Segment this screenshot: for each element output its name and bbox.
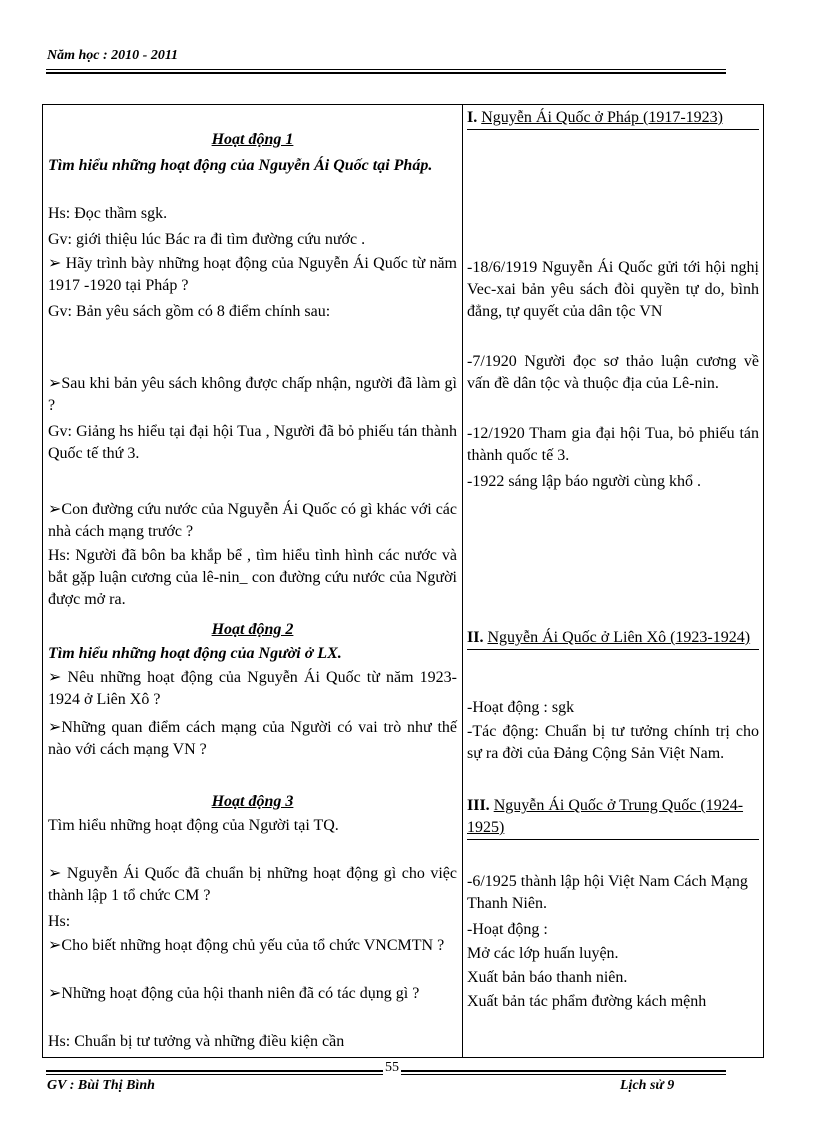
section-2-heading	[467, 627, 759, 650]
school-year: Năm học : 2010 - 2011	[47, 48, 179, 63]
section-number: III.	[467, 797, 490, 814]
left-line: Tìm hiểu những hoạt động của Người tại TQ.	[48, 817, 339, 834]
section-3-heading	[467, 795, 759, 840]
question: ➢Sau khi bản yêu sách không được chấp nhận, người đã làm gì ?	[48, 375, 457, 414]
left-line: Hs: Chuẩn bị tư tưởng và những điều kiện cần	[48, 1033, 345, 1050]
section-title: Nguyễn Ái Quốc ở Pháp (1917-1923)	[481, 109, 723, 126]
column-divider	[462, 105, 463, 1057]
question: ➢Cho biết những hoạt động chủ yếu của tổ chức VNCMTN ?	[48, 937, 445, 954]
content-item: Xuất bản tác phẩm đường kách mệnh	[467, 993, 707, 1010]
question: ➢Con đường cứu nước của Nguyễn Ái Quốc có gì khác với các nhà cách mạng trước ?	[48, 501, 457, 540]
activity-2-title: Hoạt động 2	[211, 621, 294, 638]
question: ➢ Nêu những hoạt động của Nguyễn Ái Quốc từ năm 1923-1924 ở Liên Xô ?	[48, 669, 457, 708]
question: ➢ Hãy trình bày những hoạt động của Nguyễn Ái Quốc từ năm 1917 -1920 tại Pháp ?	[48, 255, 457, 294]
content-item: Xuất bản báo thanh niên.	[467, 969, 628, 986]
section-title: Nguyễn Ái Quốc ở Trung Quốc (1924-1925)	[467, 797, 744, 836]
content-item: -7/1920 Người đọc sơ thảo luận cương về vấn đề dân tộc và thuộc địa của Lê-nin.	[467, 353, 759, 392]
section-number: II.	[467, 629, 484, 646]
teacher-name: GV : Bùi Thị Bình	[47, 1078, 155, 1093]
section-title: Nguyễn Ái Quốc ở Liên Xô (1923-1924)	[487, 629, 751, 646]
section-1-heading	[467, 107, 759, 130]
left-line: Hs: Đọc thầm sgk.	[48, 205, 168, 222]
activity-2-heading: Tìm hiểu những hoạt động của Người ở LX.	[48, 645, 342, 662]
activity-1-heading: Tìm hiểu những hoạt động của Nguyễn Ái Quốc tại Pháp.	[48, 157, 433, 174]
activity-3-title: Hoạt động 3	[211, 793, 294, 810]
question: ➢Những hoạt động của hội thanh niên đã có tác dụng gì ?	[48, 985, 420, 1002]
content-item: -1922 sáng lập báo người cùng khổ .	[467, 473, 701, 490]
question: ➢Những quan điểm cách mạng của Người có vai trò như thế nào với cách mạng VN ?	[48, 719, 457, 758]
left-line: Gv: Giảng hs hiểu tại đại hội Tua , Người đã bỏ phiếu tán thành Quốc tế thứ 3.	[48, 423, 457, 462]
lesson-table	[42, 104, 764, 1058]
question: ➢ Nguyễn Ái Quốc đã chuẩn bị những hoạt động gì cho việc thành lập 1 tổ chức CM ?	[48, 865, 457, 904]
content-item: Mở các lớp huấn luyện.	[467, 945, 619, 962]
left-line: Hs: Người đã bôn ba khắp bể , tìm hiểu tình hình các nước và bắt gặp luận cương của lê-nin_ con đường cứu nước của Người được mở ra.	[48, 547, 457, 608]
activity-1-title: Hoạt động 1	[211, 131, 294, 148]
content-item: -Hoạt động : sgk	[467, 699, 575, 716]
page-number: 55	[385, 1060, 399, 1075]
subject-label: Lịch sử 9	[620, 1078, 675, 1093]
content-item: -Hoạt động :	[467, 921, 548, 938]
left-line: Gv: Bản yêu sách gồm có 8 điểm chính sau:	[48, 303, 331, 320]
content-item: -6/1925 thành lập hội Việt Nam Cách Mạng Thanh Niên.	[467, 873, 748, 912]
content-item: -18/6/1919 Nguyễn Ái Quốc gửi tới hội nghị Vec-xai bản yêu sách đòi quyền tự do, bình đẳng, tự quyết của dân tộc VN	[467, 259, 759, 320]
left-line: Gv: giới thiệu lúc Bác ra đi tìm đường cứu nước .	[48, 231, 366, 248]
header-rule	[46, 69, 726, 74]
content-item: -Tác động: Chuẩn bị tư tưởng chính trị cho sự ra đời của Đảng Cộng Sản Việt Nam.	[467, 723, 759, 762]
content-item: -12/1920 Tham gia đại hội Tua, bỏ phiếu tán thành quốc tế 3.	[467, 425, 759, 464]
section-number: I.	[467, 109, 478, 126]
left-line: Hs:	[48, 913, 71, 930]
